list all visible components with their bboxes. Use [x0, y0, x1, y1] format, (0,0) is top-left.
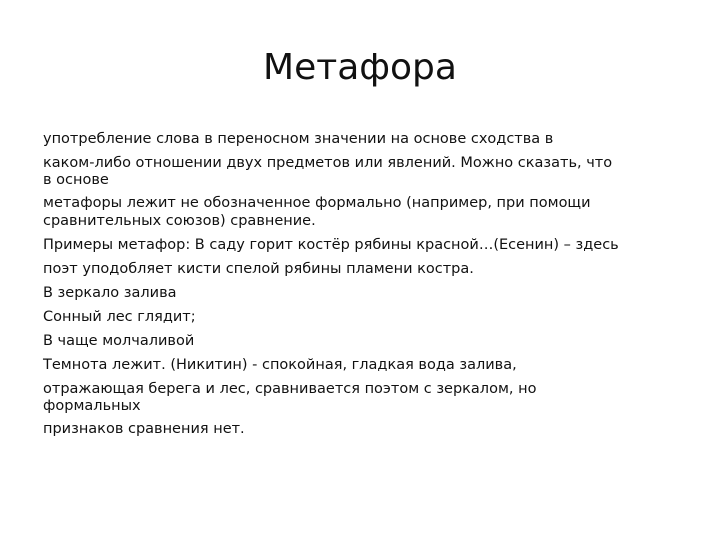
slide-body [43, 130, 693, 438]
body-line: в основе [43, 172, 109, 188]
slide-title: Метафора [263, 47, 457, 88]
body-line: отражающая берега и лес, сравнивается поэтом с зеркалом, но [43, 381, 537, 397]
body-line: Сонный лес глядит; [43, 309, 196, 325]
body-line: поэт уподобляет кисти спелой рябины пламени костра. [43, 261, 474, 277]
body-line: В чаще молчаливой [43, 333, 195, 349]
body-line: Темнота лежит. (Никитин) - спокойная, гладкая вода залива, [43, 357, 517, 373]
body-line: В зеркало залива [43, 285, 177, 301]
body-line: формальных [43, 398, 141, 414]
body-line: Примеры метафор: В саду горит костёр рябины красной…(Есенин) – здесь [43, 237, 619, 253]
body-line: метафоры лежит не обозначенное формально (например, при помощи [43, 195, 591, 211]
body-line: сравнительных союзов) сравнение. [43, 213, 316, 229]
body-line: употребление слова в переносном значении на основе сходства в [43, 131, 554, 147]
body-line: признаков сравнения нет. [43, 421, 245, 437]
body-line: каком-либо отношении двух предметов или явлений. Можно сказать, что [43, 155, 613, 171]
